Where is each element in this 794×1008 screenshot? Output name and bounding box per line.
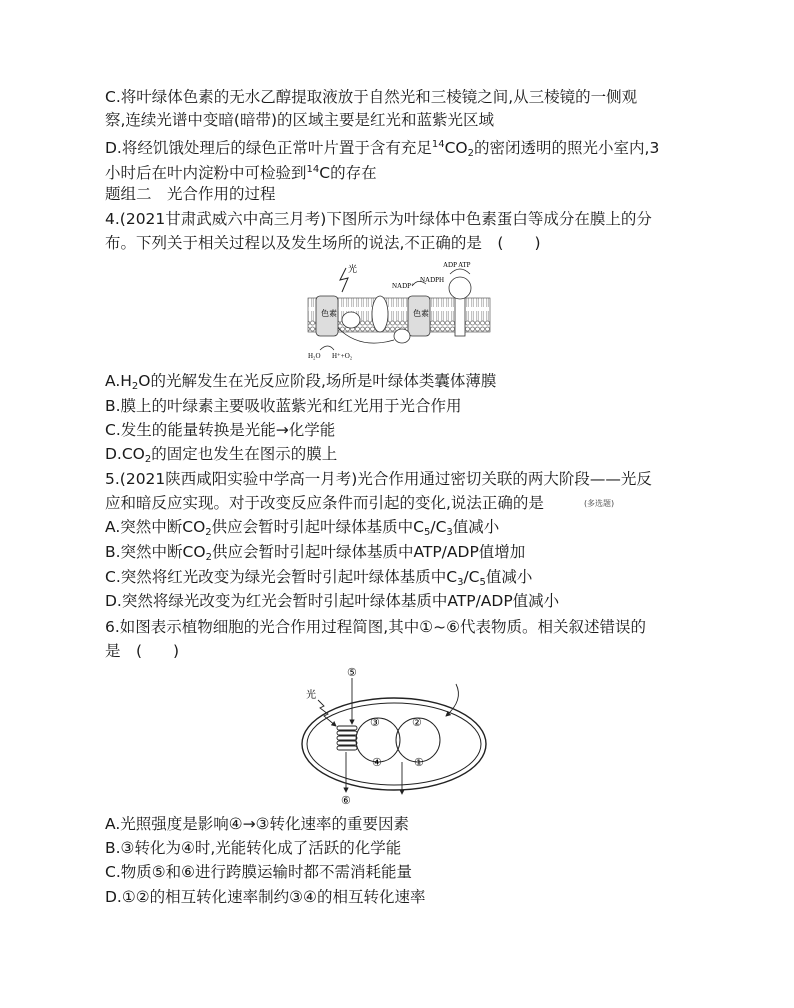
label-2: ②	[412, 717, 422, 729]
light-label: 光	[348, 264, 358, 274]
q3-option-d-line1: D.将经饥饿处理后的绿色正常叶片置于含有充足$^{14}CO_2$的密闭透明的照光小室内,3	[105, 139, 660, 159]
pigment-label-1: 色素	[321, 309, 337, 318]
q5-option-b: B.突然中断$CO_2$供应会暂时引起叶绿体基质中ATP/ADP值增加	[105, 543, 526, 563]
thylakoid-membrane-figure	[300, 258, 500, 366]
q5-option-d: D.突然将绿光改变为红光会暂时引起叶绿体基质中ATP/ADP值减小	[105, 592, 560, 610]
label-1: ①	[414, 757, 424, 769]
carrier-protein-2	[394, 329, 410, 343]
carrier-protein-1	[342, 312, 360, 328]
co2-entry-curve	[446, 684, 458, 716]
atp-arrow	[450, 269, 470, 274]
q3-option-c-line2: 察,连续光谱中变暗(暗带)的区域主要是红光和蓝紫光区域	[105, 111, 495, 129]
q6-option-c: C.物质⑤和⑥进行跨膜运输时都不需消耗能量	[105, 863, 413, 881]
q6-stem-line2: 是 ( )	[105, 642, 180, 660]
products-label: H⁺+O₂	[332, 352, 353, 360]
water-split-arrow	[320, 346, 334, 350]
q4-option-d: $D.CO_2$的固定也发生在图示的膜上	[105, 445, 338, 465]
light-label-6: 光	[306, 690, 316, 701]
q4-option-c: C.发生的能量转换是光能→化学能	[105, 421, 336, 439]
q4-stem-line2: 布。下列关于相关过程以及发生场所的说法,不正确的是 ( )	[105, 234, 541, 252]
q3-option-c-line1: C.将叶绿体色素的无水乙醇提取液放于自然光和三棱镜之间,从三棱镜的一侧观	[105, 88, 638, 106]
nadp-label: NADP⁺	[392, 282, 415, 290]
section-heading: 题组二 光合作用的过程	[105, 185, 276, 203]
q4-option-a: $A.H_2O$的光解发生在光反应阶段,场所是叶绿体类囊体薄膜	[105, 372, 497, 392]
q6-option-b: B.③转化为④时,光能转化成了活跃的化学能	[105, 839, 402, 857]
pigment-label-2: 色素	[413, 309, 429, 318]
q5-stem-line2: 应和暗反应实现。对于改变反应条件而引起的变化,说法正确的是 (多选题)	[105, 494, 615, 512]
adp-atp-label: ADP ATP	[443, 261, 471, 269]
q3-option-d-line2: 小时后在叶内淀粉中可检验到$^{14}$C的存在	[105, 164, 377, 182]
cytochrome-complex	[372, 296, 388, 332]
label-5: ⑤	[347, 667, 357, 679]
chloroplast-figure	[296, 664, 490, 806]
q4-option-b: B.膜上的叶绿素主要吸收蓝紫光和红光用于光合作用	[105, 397, 462, 415]
q6-stem-line1: 6.如图表示植物细胞的光合作用过程简图,其中①~⑥代表物质。相关叙述错误的	[105, 618, 646, 636]
chloroplast-outer-membrane	[302, 698, 486, 790]
light-bolt-icon	[340, 268, 348, 292]
water-label: H₂O	[308, 352, 321, 360]
q4-stem-line1: 4.(2021甘肃武威六中高三月考)下图所示为叶绿体中色素蛋白等成分在膜上的分	[105, 210, 652, 228]
q5-option-a: A.突然中断$CO_2$供应会暂时引起叶绿体基质中$C_5/C_3$值减小	[105, 518, 500, 538]
q6-option-d: D.①②的相互转化速率制约③④的相互转化速率	[105, 888, 426, 906]
label-6: ⑥	[341, 795, 351, 806]
chloroplast-inner-membrane	[307, 703, 481, 785]
nadph-label: NADPH	[420, 276, 445, 284]
q5-option-c: C.突然将红光改变为绿光会暂时引起叶绿体基质中$C_3/C_5$值减小	[105, 568, 533, 588]
q6-option-a: A.光照强度是影响④→③转化速率的重要因素	[105, 815, 410, 833]
atp-synthase-head	[449, 277, 471, 299]
thylakoid-grana-stack	[337, 726, 357, 750]
multi-choice-tag: (多选题)	[583, 499, 615, 508]
label-4: ④	[372, 757, 382, 769]
label-3: ③	[370, 717, 380, 729]
atp-synthase-stalk	[455, 296, 465, 336]
q5-stem-line1: 5.(2021陕西咸阳实验中学高一月考)光合作用通过密切关联的两大阶段——光反	[105, 470, 652, 488]
